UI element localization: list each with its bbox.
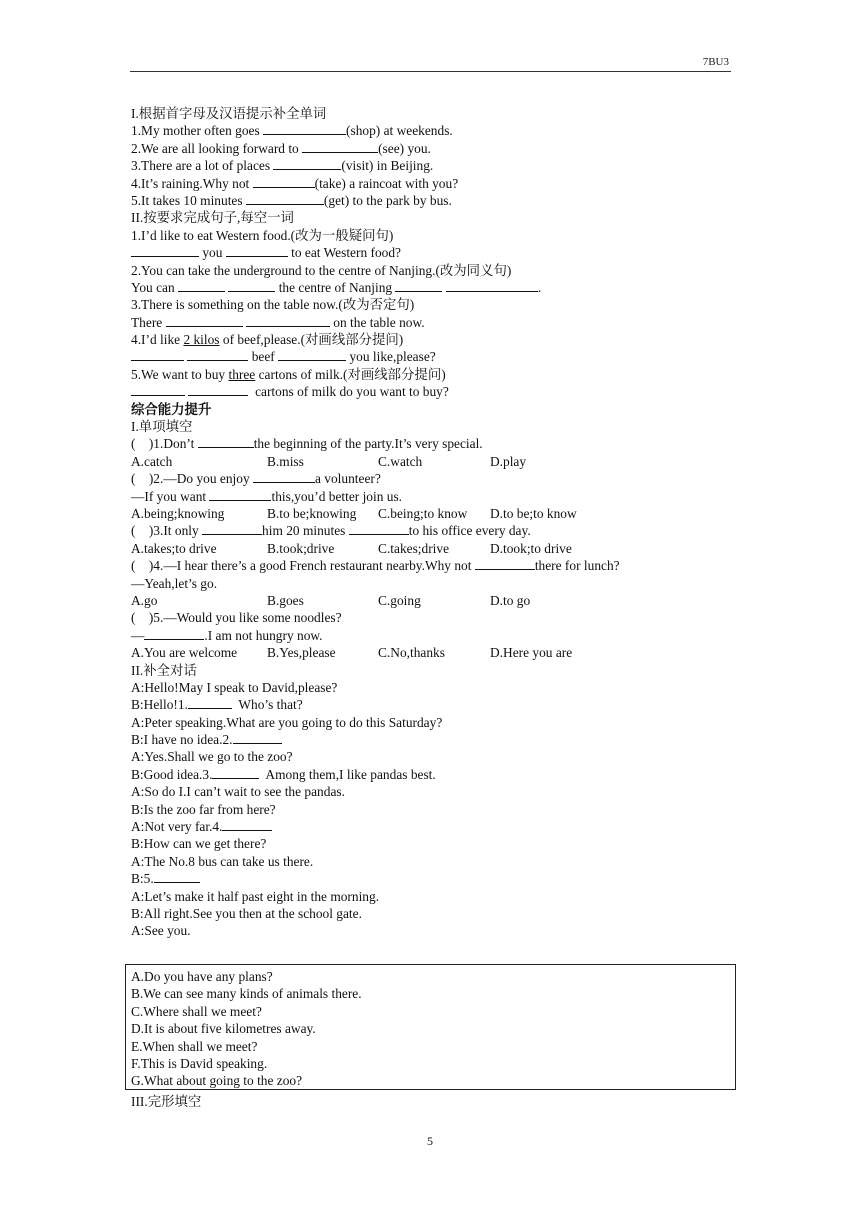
answer-blank[interactable]	[131, 383, 185, 396]
mc-options-5	[131, 644, 731, 661]
rewrite-answer-3: There on the table now.	[131, 314, 425, 330]
answer-blank[interactable]	[273, 157, 341, 170]
option-d[interactable]: D.play	[490, 453, 527, 469]
answer-blank[interactable]	[202, 522, 262, 535]
mc-question-2-line2: —If you want this,you’d better join us.	[131, 488, 403, 504]
cloze-section-title: III.完形填空	[131, 1094, 202, 1109]
dialogue-line: A:Hello!May I speak to David,please?	[131, 679, 338, 695]
rewrite-question-2: 2.You can take the underground to the centre of Nanjing.(改为同义句)	[131, 262, 512, 278]
rewrite-question-5: 5.We want to buy three cartons of milk.(对画线部分提问)	[131, 366, 446, 382]
answer-blank[interactable]	[187, 348, 248, 361]
option-c[interactable]: C.No,thanks	[378, 645, 445, 661]
unit-code: 7BU3	[702, 56, 729, 68]
comprehensive-heading: 综合能力提升	[131, 401, 212, 417]
answer-blank[interactable]	[246, 314, 330, 327]
dialogue-options-box	[125, 964, 736, 1090]
dialogue-option: A.Do you have any plans?	[131, 969, 273, 984]
option-b[interactable]: B.took;drive	[267, 540, 335, 556]
answer-blank[interactable]	[475, 557, 535, 570]
answer-blank[interactable]	[188, 383, 248, 396]
mc-question-1: ( )1.Don’t the beginning of the party.It’s very special.	[131, 436, 483, 452]
dialogue-line: A:Let’s make it half past eight in the morning.	[131, 888, 380, 904]
dialogue-line: A:So do I.I can’t wait to see the pandas.	[131, 784, 345, 800]
option-c[interactable]: C.going	[378, 592, 421, 608]
answer-blank[interactable]	[228, 279, 275, 292]
section-1-title: I.根据首字母及汉语提示补全单词	[131, 106, 327, 121]
worksheet-body	[131, 105, 731, 940]
answer-blank[interactable]	[178, 279, 225, 292]
page-number: 5	[427, 1134, 433, 1148]
rewrite-answer-1: you to eat Western food?	[131, 244, 731, 261]
dialogue-line: B:5.	[131, 870, 731, 887]
answer-blank[interactable]	[209, 488, 271, 501]
answer-blank[interactable]	[131, 348, 184, 361]
answer-blank[interactable]	[395, 279, 442, 292]
option-b[interactable]: B.Yes,please	[267, 645, 336, 661]
rewrite-answer-2: You can the centre of Nanjing .	[131, 279, 542, 295]
mc-section-title: I.单项填空	[131, 419, 193, 435]
rewrite-question-1: 1.I’d like to eat Western food.(改为一般疑问句)	[131, 227, 394, 243]
option-d[interactable]: D.took;to drive	[490, 540, 572, 556]
answer-blank[interactable]	[226, 244, 288, 257]
dialogue-section-title: II.补全对话	[131, 662, 197, 678]
rewrite-question-4: 4.I’d like 2 kilos of beef,please.(对画线部分提问)	[131, 332, 404, 348]
option-a[interactable]: A.being;knowing	[131, 505, 225, 521]
dialogue-option: G.What about going to the zoo?	[131, 1073, 303, 1089]
option-c[interactable]: C.being;to know	[378, 505, 468, 521]
header-rule	[130, 71, 731, 72]
answer-blank[interactable]	[278, 348, 346, 361]
option-a[interactable]: A.go	[131, 592, 158, 608]
dialogue-line: B:Good idea.3. Among them,I like pandas best.	[131, 766, 436, 782]
answer-blank[interactable]	[302, 140, 378, 153]
dialogue-line: B:All right.See you then at the school gate.	[131, 905, 362, 921]
answer-blank[interactable]	[131, 244, 199, 257]
option-b[interactable]: B.goes	[267, 592, 304, 608]
mc-question-4: ( )4.—I hear there’s a good French restaurant nearby.Why not there for lunch?	[131, 558, 620, 574]
option-d[interactable]: D.Here you are	[490, 645, 573, 661]
answer-blank[interactable]	[188, 696, 232, 709]
section-2-title: II.按要求完成句子,每空一词	[131, 210, 294, 226]
mc-options-2	[131, 505, 731, 522]
dialogue-line: A:Not very far.4.	[131, 818, 731, 835]
dialogue-option: E.When shall we meet?	[131, 1038, 258, 1054]
rewrite-question-3: 3.There is something on the table now.(改为否定句)	[131, 297, 415, 313]
mc-question-3: ( )3.It only him 20 minutes to his office every day.	[131, 523, 531, 539]
answer-blank[interactable]	[222, 818, 272, 831]
mc-question-5-line2: — .I am not hungry now.	[131, 627, 323, 643]
option-b[interactable]: B.to be;knowing	[267, 505, 357, 521]
mc-options-3	[131, 540, 731, 557]
vocab-question-3: 3.There are a lot of places (visit) in Beijing.	[131, 158, 434, 174]
dialogue-line: A:Peter speaking.What are you going to do this Saturday?	[131, 714, 443, 730]
option-a[interactable]: A.You are welcome	[131, 645, 238, 661]
answer-blank[interactable]	[154, 870, 200, 883]
option-c[interactable]: C.takes;drive	[378, 540, 450, 556]
dialogue-line: B:I have no idea.2.	[131, 731, 731, 748]
option-a[interactable]: A.takes;to drive	[131, 540, 217, 556]
vocab-question-5: 5.It takes 10 minutes (get) to the park by bus.	[131, 192, 452, 208]
answer-blank[interactable]	[253, 470, 315, 483]
answer-blank[interactable]	[349, 522, 409, 535]
answer-blank[interactable]	[198, 435, 254, 448]
answer-blank[interactable]	[233, 731, 282, 744]
mc-question-2: ( )2.—Do you enjoy a volunteer?	[131, 471, 381, 487]
answer-blank[interactable]	[144, 627, 204, 640]
dialogue-option: B.We can see many kinds of animals there.	[131, 986, 362, 1002]
option-b[interactable]: B.miss	[267, 453, 304, 469]
answer-blank[interactable]	[446, 279, 538, 292]
mc-options-4	[131, 592, 731, 609]
mc-options-1	[131, 453, 731, 470]
option-d[interactable]: D.to go	[490, 592, 531, 608]
vocab-question-1: 1.My mother often goes (shop) at weekends.	[131, 123, 453, 139]
rewrite-answer-5: cartons of milk do you want to buy?	[131, 383, 731, 400]
answer-blank[interactable]	[246, 192, 324, 205]
mc-question-5: ( )5.—Would you like some noodles?	[131, 610, 342, 626]
dialogue-line: B:How can we get there?	[131, 836, 267, 852]
vocab-question-4: 4.It’s raining.Why not (take) a raincoat with you?	[131, 175, 459, 191]
dialogue-option: F.This is David speaking.	[131, 1055, 268, 1071]
dialogue-line: A:See you.	[131, 923, 191, 939]
rewrite-answer-4: beef you like,please?	[131, 348, 731, 365]
dialogue-line: B:Is the zoo far from here?	[131, 801, 276, 817]
dialogue-line: A:Yes.Shall we go to the zoo?	[131, 749, 293, 765]
dialogue-line: A:The No.8 bus can take us there.	[131, 853, 314, 869]
underlined-phrase: 2 kilos	[183, 332, 220, 348]
option-c[interactable]: C.watch	[378, 453, 423, 469]
mc-question-4-line2: —Yeah,let’s go.	[131, 575, 218, 591]
answer-blank[interactable]	[212, 766, 259, 779]
answer-blank[interactable]	[166, 314, 243, 327]
dialogue-option: D.It is about five kilometres away.	[131, 1021, 316, 1037]
answer-blank[interactable]	[253, 175, 315, 188]
option-a[interactable]: A.catch	[131, 453, 173, 469]
dialogue-line: B:Hello!1. Who’s that?	[131, 697, 303, 713]
option-d[interactable]: D.to be;to know	[490, 505, 577, 521]
underlined-word: three	[228, 366, 256, 382]
answer-blank[interactable]	[263, 122, 346, 135]
vocab-question-2: 2.We are all looking forward to (see) you.	[131, 140, 431, 156]
dialogue-option: C.Where shall we meet?	[131, 1003, 262, 1019]
